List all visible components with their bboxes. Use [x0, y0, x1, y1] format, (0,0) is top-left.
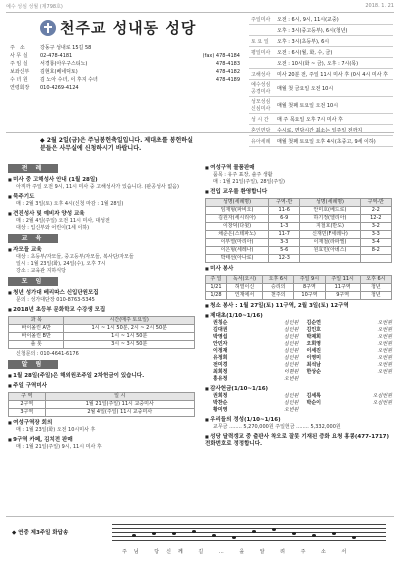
table-header-cell: 일 시: [45, 393, 194, 401]
table-cell: 하기정(엘리아): [300, 215, 360, 223]
info-row: [10, 76, 240, 84]
mass-row: [249, 69, 393, 80]
zone-row: [9, 401, 195, 409]
donor-entry: [213, 369, 299, 376]
info-value: 02-478-4181: [40, 53, 73, 59]
table-cell: 이재철(라파엘): [300, 239, 360, 247]
info-row: [10, 52, 240, 60]
table-header-cell: 구 역: [9, 393, 46, 401]
notice-title: ■ 1월 28일(주일)은 해외원조주일 2차헌금이 있습니다.: [8, 372, 195, 380]
donor-entry: [213, 334, 299, 341]
table-cell: 이은형(세레나): [206, 247, 269, 255]
mass-row: [249, 14, 393, 25]
info-value: 강동구 성내로 15길 58: [40, 45, 92, 51]
mass-time: 매월 첫 금요일 오전 10시: [275, 80, 393, 97]
notice-body: 강소 : 교육관 지하식당: [16, 268, 66, 274]
donor-entry: [213, 400, 299, 407]
table-cell: 청년: [360, 292, 391, 300]
info-row: [10, 68, 240, 76]
mass-label: 예수성심 공경미사: [249, 80, 275, 97]
table-cell: 천주의: [263, 292, 294, 300]
mass-label: 유아세례: [249, 136, 275, 147]
notice-body: 매 : 2월 4일(주일) 오전 11시 미사, 대성전: [16, 218, 110, 224]
section-rule: [6, 132, 394, 133]
notice-title: ■ 여성구역 물품판매: [205, 164, 392, 172]
welcome-row: [206, 255, 392, 263]
music-note: [252, 530, 256, 533]
table-cell: 지철호(반도): [300, 223, 360, 231]
info-value: 김현호(베네딕토): [40, 69, 78, 75]
donor-group: 오심빈원: [372, 400, 392, 406]
donor-group: 심인원: [284, 327, 299, 333]
music-staff: [112, 524, 386, 544]
donor-name: 홍유정: [213, 376, 228, 382]
table-cell: [360, 255, 391, 263]
table-cell: 11구역: [325, 284, 360, 292]
mass-time: 매월 첫째 토요일 오후 4시(초중고, 9세 이하): [275, 136, 393, 147]
donor-entry: [213, 348, 299, 355]
donor-group: 오빈원: [284, 376, 299, 382]
donor-name: 최희정: [213, 369, 228, 375]
donor-group: 심인원: [284, 348, 299, 354]
donor-group: 심인원: [284, 400, 299, 406]
notice-body: 매 : 1월 23일(화) 오전 10시미사 후: [16, 427, 96, 433]
info-row: [10, 84, 240, 92]
music-note: [232, 536, 236, 539]
music-note: [212, 534, 216, 537]
candle-donor-list: [205, 320, 392, 383]
table-cell: 1시 ~ 1시 50분: [64, 333, 195, 341]
donor-group: 오심빈원: [372, 393, 392, 399]
table-cell: 임재형(파비오): [206, 207, 269, 215]
course-row: [9, 341, 195, 349]
donor-name: 권칭순: [213, 320, 228, 326]
donor-name: 안민자: [213, 341, 228, 347]
table-header-cell: 주일 9시: [294, 276, 325, 284]
table-cell: 신재민(F세레나): [300, 231, 360, 239]
notice-title: ■ 미사 봉사: [205, 265, 392, 273]
table-cell: 6-9: [269, 215, 300, 223]
donor-entry: [307, 393, 393, 400]
notice-body: 대상 : 초등부/자모들, 중고등부/자모들, 복사단/자모들: [16, 254, 134, 260]
donor-name: 김대권: [213, 327, 228, 333]
table-cell: 채준은(스테파노): [206, 231, 269, 239]
donor-entry: [307, 362, 393, 369]
mass-row: [249, 47, 393, 58]
table-cell: 원효민(아녜스): [300, 247, 360, 255]
psalm-title: ◆ 연중 제3주일 화답송: [12, 530, 69, 536]
top-bar: [6, 3, 394, 11]
donor-name: 황미영: [213, 407, 228, 413]
mass-label: [249, 25, 275, 36]
info-row: [10, 60, 240, 68]
notice-title: ■ 청소 봉사 : 1월 27일(토) 11구역, 2월 3일(토) 12구역: [205, 302, 392, 310]
section-meetings: 모 임: [8, 277, 58, 286]
donor-entry: [213, 376, 299, 383]
church-name: 천주교 성내동 성당: [60, 19, 197, 37]
welcome-row: [206, 239, 392, 247]
donor-name: 박영섭: [213, 334, 228, 340]
issue-date: 2018. 1. 21: [365, 3, 394, 9]
donor-name: 김인호: [306, 327, 321, 333]
donor-group: 오빈원: [377, 327, 392, 333]
donor-entry: [307, 341, 393, 348]
table-cell: 12-3: [269, 255, 300, 263]
notice-body: 문의 : 성가대단장 010-8763-5345: [16, 297, 95, 303]
donor-name: 한상순: [306, 369, 321, 375]
lead-notice: ◆ 2월 2일(금)은 주님봉헌축일입니다. 제대초를 봉헌하실 분들은 사무실에 신청하시기 바랍니다.: [40, 137, 193, 152]
table-cell: 2-2: [360, 207, 391, 215]
donor-entry: [307, 348, 393, 355]
welcome-row: [206, 207, 392, 215]
donor-name: 박찬순: [213, 400, 228, 406]
table-cell: 9구역: [325, 292, 360, 300]
table-cell: 11-7: [269, 231, 300, 239]
info-key: 주 소: [10, 45, 25, 51]
notice-body: 매 : 1월 21일(주일) 9시, 11시 미사 후: [16, 444, 102, 450]
donor-entry: [307, 334, 393, 341]
right-column: [205, 162, 392, 448]
donor-entry: [213, 341, 299, 348]
mass-row: [249, 125, 393, 136]
table-cell: 8구역: [294, 284, 325, 292]
table-cell: 바이올린 B반: [9, 333, 64, 341]
donor-entry: [213, 327, 299, 334]
notice-title: ■ 견진성사 및 예비자 양성 교육: [8, 210, 195, 218]
donor-group: 심인원: [284, 341, 299, 347]
welcome-table: [205, 198, 392, 263]
table-header-cell: 독서(오시): [226, 276, 262, 284]
notice-title: ■ 감사헌금(1/10~1/16): [205, 385, 392, 393]
mass-row: [249, 136, 393, 147]
donor-name: 김순연: [306, 320, 321, 326]
music-note: [172, 532, 176, 535]
mass-time: 오전 : 10시(화 ~ 금), 오후 : 7시(목): [275, 58, 393, 69]
mass-row: [249, 114, 393, 125]
donor-group: 이현원: [284, 369, 299, 375]
music-note: [312, 534, 316, 537]
donor-entry: [307, 355, 393, 362]
table-cell: 이부열(마리아): [206, 239, 269, 247]
table-header-cell: 시간(매주 토요일): [64, 317, 195, 325]
mass-row: [249, 25, 393, 36]
section-announcements: 알 림: [8, 360, 58, 369]
donor-entry: [307, 376, 393, 383]
info-extra: 478-4183: [215, 61, 240, 67]
notice-body: 품목 : 유주 표장, 솔주 생활: [213, 172, 273, 178]
table-cell: 5-6: [269, 247, 300, 255]
notice-title: ■ 우리들의 정성(1/10~1/16): [205, 416, 392, 424]
table-header-row: [206, 199, 392, 207]
table-cell: 3-3: [269, 239, 300, 247]
music-note: [272, 528, 276, 531]
notice-body: 일시 : 1월 23일(화), 24일(수), 오후 7시: [16, 261, 106, 267]
donor-group: 심인원: [284, 355, 299, 361]
notice-body: 매 : 2월 3일(토) 오후 4시(신청 마감 : 1월 28일): [16, 201, 124, 207]
donor-entry: [307, 327, 393, 334]
donor-name: 박제희: [306, 334, 321, 340]
donor-group: 오빈원: [377, 334, 392, 340]
notice-title: ■ 2018년 초등부 문화학교 수강생 모집: [8, 306, 195, 314]
table-header-cell: 구역-반: [269, 199, 300, 207]
mass-label: [249, 58, 275, 69]
table-cell: 청년: [360, 284, 391, 292]
table-cell: 12-2: [360, 215, 391, 223]
table-cell: 1월 21일(주일) 11시 교중미사: [45, 401, 194, 409]
mass-time: 오전 : 6시(월, 화, 수, 금): [275, 47, 393, 58]
donor-entry: [307, 400, 393, 407]
church-brand: [40, 17, 196, 38]
table-cell: 3구역: [9, 409, 46, 417]
notice-title: ■ 자모들 교육: [8, 246, 195, 254]
left-column: [8, 162, 195, 451]
donor-group: 오빈원: [377, 341, 392, 347]
table-header-cell: 구역-반: [360, 199, 391, 207]
donor-group: 오빈원: [377, 320, 392, 326]
staff-line: [112, 536, 386, 537]
notice-title: ■ 9구역 카페, 김치전 판매: [8, 436, 195, 444]
zone-row: [9, 409, 195, 417]
mass-time: 매월 첫째 토요일 오전 10시: [275, 97, 393, 114]
section-liturgy: 전 례: [8, 164, 58, 173]
table-cell: 1/21: [206, 284, 227, 292]
table-cell: 3-2: [360, 223, 391, 231]
donor-group: 오빈원: [377, 355, 392, 361]
mass-time: 오후 : 3시(초등부), 6시: [275, 36, 393, 47]
footer-rule: [6, 516, 394, 517]
table-cell: 바이올린 A반: [9, 325, 64, 333]
info-row: [10, 44, 240, 52]
donor-entry: [213, 407, 299, 414]
donor-name: 유정희: [213, 355, 228, 361]
donor-entry: [213, 393, 299, 400]
notice-body: 아직까 주일 오전 9시, 11시 미사 중 고해성사가 있습니다. (판공성사 없음): [16, 184, 179, 190]
music-note: [292, 532, 296, 535]
mass-label: 성 시 간: [249, 114, 275, 125]
info-key: 사 무 실: [10, 53, 28, 59]
donor-group: 오빈원: [377, 369, 392, 375]
mass-time: 오후 : 3시(중고등부), 6시(청년): [275, 25, 393, 36]
mass-row: [249, 36, 393, 47]
donor-group: 오빈원: [377, 348, 392, 354]
welcome-row: [206, 223, 392, 231]
mass-label: 고해성사: [249, 69, 275, 80]
welcome-row: [206, 231, 392, 239]
music-note: [332, 532, 336, 535]
table-header-cell: 오후 6시: [263, 276, 294, 284]
notice-title: ■ 주일 구역미사: [8, 382, 195, 390]
table-cell: 3시 ~ 3시 50분: [64, 341, 195, 349]
notice-body: 대상 : 입신부와 어린이(1세 이하): [16, 225, 90, 231]
donor-group: 오빈원: [377, 362, 392, 368]
donor-group: 오빈원: [284, 407, 299, 413]
donor-name: 박순이: [306, 400, 321, 406]
table-cell: 2월 4일(주일) 11시 교중미사: [45, 409, 194, 417]
donor-entry: [307, 320, 393, 327]
donor-group: 심인원: [284, 334, 299, 340]
donor-group: 심인원: [284, 393, 299, 399]
service-row: [206, 292, 392, 300]
info-key: 주 임 실: [10, 61, 28, 67]
music-note: [152, 532, 156, 535]
table-cell: 8-2: [360, 247, 391, 255]
table-header-row: [206, 276, 392, 284]
mass-label: 주일미사: [249, 14, 275, 25]
welcome-row: [206, 215, 392, 223]
mass-service-table: [205, 275, 392, 300]
table-cell: 김원자(세시리아): [206, 215, 269, 223]
donor-entry: [307, 369, 393, 376]
zone-mass-table: [8, 392, 195, 417]
table-header-cell: 성명(세례명): [206, 199, 269, 207]
notice-title: ■ 묵주기도: [8, 193, 195, 201]
mass-row: [249, 97, 393, 114]
table-cell: 1-3: [269, 223, 300, 231]
donor-entry: [213, 320, 299, 327]
table-cell: 박태선(아나로): [206, 255, 269, 263]
table-cell: 11-6: [269, 207, 300, 215]
mass-label: 혼인면담: [249, 125, 275, 136]
info-extra: [180, 84, 240, 92]
table-header-row: [9, 317, 195, 325]
psalm-sheet-music: [12, 520, 388, 560]
table-cell: 플 롯: [9, 341, 64, 349]
table-header-cell: 과 목: [9, 317, 64, 325]
contact-info: [10, 44, 240, 92]
church-cross-logo-icon: [40, 20, 56, 36]
mass-row: [249, 58, 393, 69]
donor-group: 심인원: [284, 362, 299, 368]
mass-label: 토 요 일: [249, 36, 275, 47]
donor-entry: [213, 362, 299, 369]
mass-time: 미사 20분 전, 주일 11시 미사 후 (0시 4시 미사 후: [275, 69, 393, 80]
donor-name: 오희영: [306, 341, 321, 347]
course-table: [8, 316, 195, 349]
thanks-donor-list: [205, 393, 392, 414]
donor-entry: [213, 355, 299, 362]
table-cell: 10구역: [294, 292, 325, 300]
donor-name: 권희정: [213, 393, 228, 399]
donor-name: 김세록: [306, 393, 321, 399]
table-cell: 승리의: [263, 284, 294, 292]
mass-schedule-table: [249, 14, 393, 147]
issue-label: 예수 성심 성월 (제798호): [6, 4, 63, 10]
music-note: [192, 530, 196, 533]
staff-line: [112, 524, 386, 525]
service-row: [206, 284, 392, 292]
table-cell: 1/28: [206, 292, 227, 300]
info-extra: [180, 44, 240, 52]
table-header-cell: 주 일: [206, 276, 227, 284]
mass-time: 수시로, 면담시간 최소는 일주일 전까지: [275, 125, 393, 136]
info-extra: 478-4189: [215, 77, 240, 83]
table-header-cell: 성명(세례명): [300, 199, 360, 207]
info-extra: 478-4182: [215, 69, 240, 75]
donor-name: 이영미: [306, 355, 321, 361]
info-key: 수 녀 원: [10, 77, 28, 83]
notice-title: ■ 여성구역장 회의: [8, 419, 195, 427]
staff-line: [112, 528, 386, 529]
music-note: [132, 534, 136, 537]
table-cell: 1시 ~ 1시 50분, 2시 ~ 2시 50분: [64, 325, 195, 333]
course-row: [9, 333, 195, 341]
psalm-lyrics: 주님 당신께 길 … 을 알 려 주 소 서: [122, 549, 354, 555]
notice-title: ■ 청년 성가대 베리따스 신입단원모집: [8, 289, 195, 297]
notice-body: 교무금 ........ 5,270,000원 주일헌금 ........ 5,332,000원: [213, 424, 341, 430]
info-extra: (fax) 478-4184: [202, 53, 240, 59]
donor-name: 전미경: [213, 362, 228, 368]
mass-label: 평일미사: [249, 47, 275, 58]
header-rule: [6, 12, 394, 13]
table-cell: 인재에서: [226, 292, 262, 300]
info-value: 김 노아 수녀, 이 후지 수녀: [40, 77, 98, 83]
welcome-row: [206, 247, 392, 255]
table-cell: 이창덕(다윗): [206, 223, 269, 231]
notice-body: 신청문의 : 010-4641-6176: [16, 351, 79, 357]
table-cell: 허열이신: [226, 284, 262, 292]
mass-time: 매 주 목요일 오후 7시 미사 후: [275, 114, 393, 125]
table-header-row: [9, 393, 195, 401]
course-row: [9, 325, 195, 333]
table-cell: 3-3: [360, 231, 391, 239]
table-header-cell: 오후 6시: [360, 276, 391, 284]
section-education: 교 육: [8, 234, 58, 243]
info-value: 서경룡(아우구스티노): [40, 61, 88, 67]
notice-body: 매 : 1월 21일(주일), 28일(주일): [213, 179, 285, 185]
table-cell: [300, 255, 360, 263]
donor-group: 심인원: [284, 320, 299, 326]
table-cell: 2구역: [9, 401, 46, 409]
donor-name: 이세진: [306, 348, 321, 354]
info-key: 연령회장: [10, 85, 30, 91]
table-cell: 안미호(베드로): [300, 207, 360, 215]
notice-title: ■ 성당 달력갱교 중 출판사 착오로 잘못 기재된 증화 요청 홍콩(477-1717) 전화번호로 정정합니다.: [205, 433, 392, 448]
donor-name: 이정재: [213, 348, 228, 354]
mass-row: [249, 80, 393, 97]
mass-label: 성모성심 신심미사: [249, 97, 275, 114]
info-value: 010-4269-4124: [40, 85, 79, 91]
donor-entry: [307, 407, 393, 414]
notice-title: ■ 미사 중 고해성사 안내 (1월 28일): [8, 176, 195, 184]
notice-title: ■ 제대초(1/10~1/16): [205, 312, 392, 320]
table-cell: 3-4: [360, 239, 391, 247]
info-key: 보좌신부: [10, 69, 30, 75]
music-note: [352, 536, 356, 539]
donor-name: 최석남: [306, 362, 321, 368]
table-header-cell: 주일 11시: [325, 276, 360, 284]
notice-title: ■ 전입 교우를 환영합니다: [205, 188, 392, 196]
staff-line: [112, 540, 386, 541]
mass-time: 오전 : 6시, 9시, 11시(교중): [275, 14, 393, 25]
